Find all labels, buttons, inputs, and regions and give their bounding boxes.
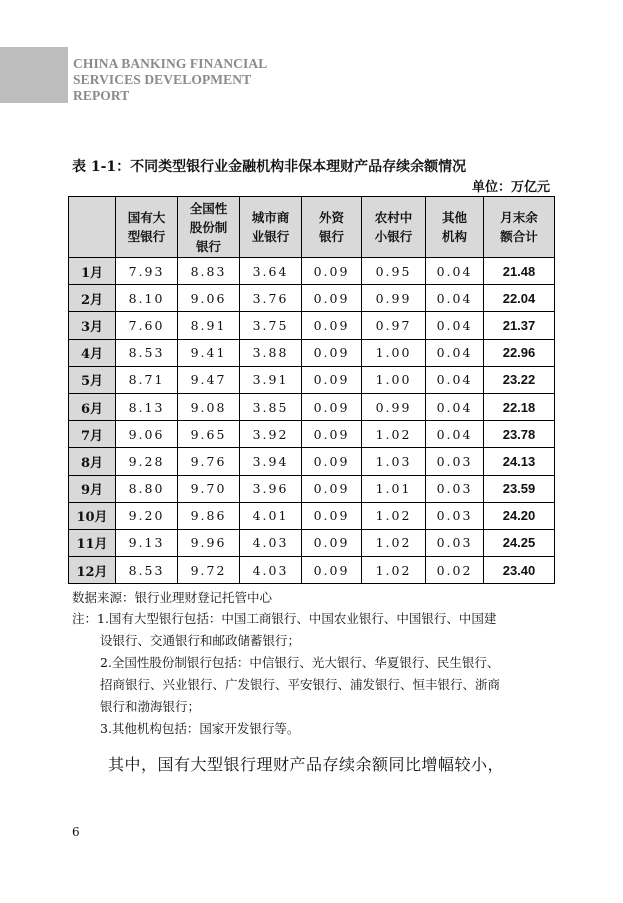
column-header: 国有大 型银行 (116, 197, 178, 258)
table-cell: 4.03 (240, 529, 302, 556)
table-cell: 0.04 (426, 258, 484, 285)
table-cell: 0.04 (426, 393, 484, 420)
table-notes (72, 608, 558, 740)
row-total: 21.48 (484, 258, 555, 285)
column-header (69, 197, 116, 258)
body-paragraph: 其中，国有大型银行理财产品存续余额同比增幅较小， (108, 755, 505, 774)
table-cell: 0.03 (426, 529, 484, 556)
table-cell: 8.13 (116, 393, 178, 420)
balance-table (68, 196, 555, 584)
table-cell: 9.65 (178, 421, 240, 448)
note-line: 注：1.国有大型银行包括：中国工商银行、中国农业银行、中国银行、中国建 (72, 611, 497, 626)
table-cell: 3.94 (240, 448, 302, 475)
table-cell: 1.00 (362, 339, 426, 366)
header-line: SERVICES DEVELOPMENT (73, 72, 252, 87)
row-month: 1月 (69, 258, 116, 285)
row-month: 2月 (69, 285, 116, 312)
table-cell: 0.04 (426, 312, 484, 339)
table-cell: 0.09 (302, 393, 362, 420)
header-line: REPORT (73, 88, 130, 103)
table-cell: 9.76 (178, 448, 240, 475)
row-month: 12月 (69, 557, 116, 584)
column-header: 月末余 额合计 (484, 197, 555, 258)
table-cell: 0.04 (426, 421, 484, 448)
table-row (69, 339, 555, 366)
table-cell: 1.00 (362, 366, 426, 393)
header-line: CHINA BANKING FINANCIAL (73, 56, 268, 71)
row-total: 22.96 (484, 339, 555, 366)
table-cell: 8.53 (116, 557, 178, 584)
table-row (69, 475, 555, 502)
table-cell: 9.72 (178, 557, 240, 584)
table-header-row (69, 197, 555, 258)
row-total: 24.25 (484, 529, 555, 556)
table-cell: 3.75 (240, 312, 302, 339)
table-cell: 9.41 (178, 339, 240, 366)
running-header (73, 56, 333, 104)
table-cell: 1.01 (362, 475, 426, 502)
table-row (69, 529, 555, 556)
table-cell: 0.03 (426, 448, 484, 475)
table-cell: 9.13 (116, 529, 178, 556)
row-month: 4月 (69, 339, 116, 366)
column-header: 外资 银行 (302, 197, 362, 258)
table-cell: 0.03 (426, 502, 484, 529)
note-line: 3.其他机构包括：国家开发银行等。 (100, 721, 300, 736)
data-source: 数据来源：银行业理财登记托管中心 (72, 590, 273, 605)
table-row (69, 366, 555, 393)
table-cell: 0.04 (426, 366, 484, 393)
table-cell: 0.09 (302, 285, 362, 312)
page-number: 6 (72, 825, 80, 839)
table-cell: 4.03 (240, 557, 302, 584)
table-cell: 9.86 (178, 502, 240, 529)
column-header: 全国性 股份制 银行 (178, 197, 240, 258)
row-month: 9月 (69, 475, 116, 502)
table-cell: 3.85 (240, 393, 302, 420)
table-cell: 8.10 (116, 285, 178, 312)
table-cell: 0.95 (362, 258, 426, 285)
table-cell: 0.09 (302, 529, 362, 556)
table-row (69, 312, 555, 339)
table-title: 表 1-1：不同类型银行业金融机构非保本理财产品存续余额情况 (72, 159, 467, 175)
table-cell: 0.99 (362, 285, 426, 312)
row-total: 21.37 (484, 312, 555, 339)
row-month: 5月 (69, 366, 116, 393)
column-header: 其他 机构 (426, 197, 484, 258)
table-row (69, 393, 555, 420)
table-cell: 9.20 (116, 502, 178, 529)
table-cell: 7.93 (116, 258, 178, 285)
table-cell: 1.02 (362, 557, 426, 584)
table-cell: 3.96 (240, 475, 302, 502)
note-line: 设银行、交通银行和邮政储蓄银行； (100, 633, 301, 648)
note-line: 招商银行、兴业银行、广发银行、平安银行、浦发银行、恒丰银行、浙商 (100, 677, 501, 692)
table-cell: 0.99 (362, 393, 426, 420)
table-cell: 1.02 (362, 421, 426, 448)
table-cell: 1.02 (362, 502, 426, 529)
table-cell: 4.01 (240, 502, 302, 529)
table-cell: 0.09 (302, 448, 362, 475)
table-cell: 9.47 (178, 366, 240, 393)
table-cell: 3.64 (240, 258, 302, 285)
table-cell: 8.80 (116, 475, 178, 502)
row-total: 23.22 (484, 366, 555, 393)
table-cell: 0.09 (302, 366, 362, 393)
table-cell: 8.83 (178, 258, 240, 285)
row-total: 22.04 (484, 285, 555, 312)
table-row (69, 258, 555, 285)
table-cell: 3.88 (240, 339, 302, 366)
table-cell: 0.09 (302, 258, 362, 285)
row-month: 7月 (69, 421, 116, 448)
column-header: 城市商 业银行 (240, 197, 302, 258)
row-total: 24.20 (484, 502, 555, 529)
table-cell: 3.91 (240, 366, 302, 393)
row-month: 11月 (69, 529, 116, 556)
table-cell: 8.91 (178, 312, 240, 339)
table-cell: 0.09 (302, 421, 362, 448)
table-row (69, 285, 555, 312)
table-cell: 9.08 (178, 393, 240, 420)
note-line: 银行和渤海银行； (100, 699, 201, 714)
column-header: 农村中 小银行 (362, 197, 426, 258)
table-row (69, 557, 555, 584)
row-month: 10月 (69, 502, 116, 529)
table-cell: 0.09 (302, 312, 362, 339)
row-total: 23.59 (484, 475, 555, 502)
table-cell: 0.09 (302, 502, 362, 529)
table-cell: 9.06 (116, 421, 178, 448)
table-cell: 0.04 (426, 339, 484, 366)
table-cell: 0.03 (426, 475, 484, 502)
table-cell: 0.97 (362, 312, 426, 339)
row-month: 3月 (69, 312, 116, 339)
row-total: 22.18 (484, 393, 555, 420)
table-row (69, 448, 555, 475)
table-cell: 1.03 (362, 448, 426, 475)
table-cell: 0.09 (302, 557, 362, 584)
table-cell: 0.02 (426, 557, 484, 584)
table-cell: 0.09 (302, 339, 362, 366)
table-cell: 1.02 (362, 529, 426, 556)
row-total: 24.13 (484, 448, 555, 475)
header-gray-block (0, 47, 68, 103)
table-cell: 3.92 (240, 421, 302, 448)
table-cell: 9.28 (116, 448, 178, 475)
table-cell: 8.53 (116, 339, 178, 366)
row-month: 6月 (69, 393, 116, 420)
table-cell: 9.06 (178, 285, 240, 312)
row-total: 23.40 (484, 557, 555, 584)
table-cell: 3.76 (240, 285, 302, 312)
row-total: 23.78 (484, 421, 555, 448)
row-month: 8月 (69, 448, 116, 475)
table-row (69, 502, 555, 529)
table-unit: 单位：万亿元 (471, 180, 550, 195)
table-cell: 9.70 (178, 475, 240, 502)
note-line: 2.全国性股份制银行包括：中信银行、光大银行、华夏银行、民生银行、 (100, 655, 500, 670)
table-cell: 9.96 (178, 529, 240, 556)
table-cell: 7.60 (116, 312, 178, 339)
table-cell: 8.71 (116, 366, 178, 393)
table-row (69, 421, 555, 448)
table-cell: 0.09 (302, 475, 362, 502)
table-cell: 0.04 (426, 285, 484, 312)
